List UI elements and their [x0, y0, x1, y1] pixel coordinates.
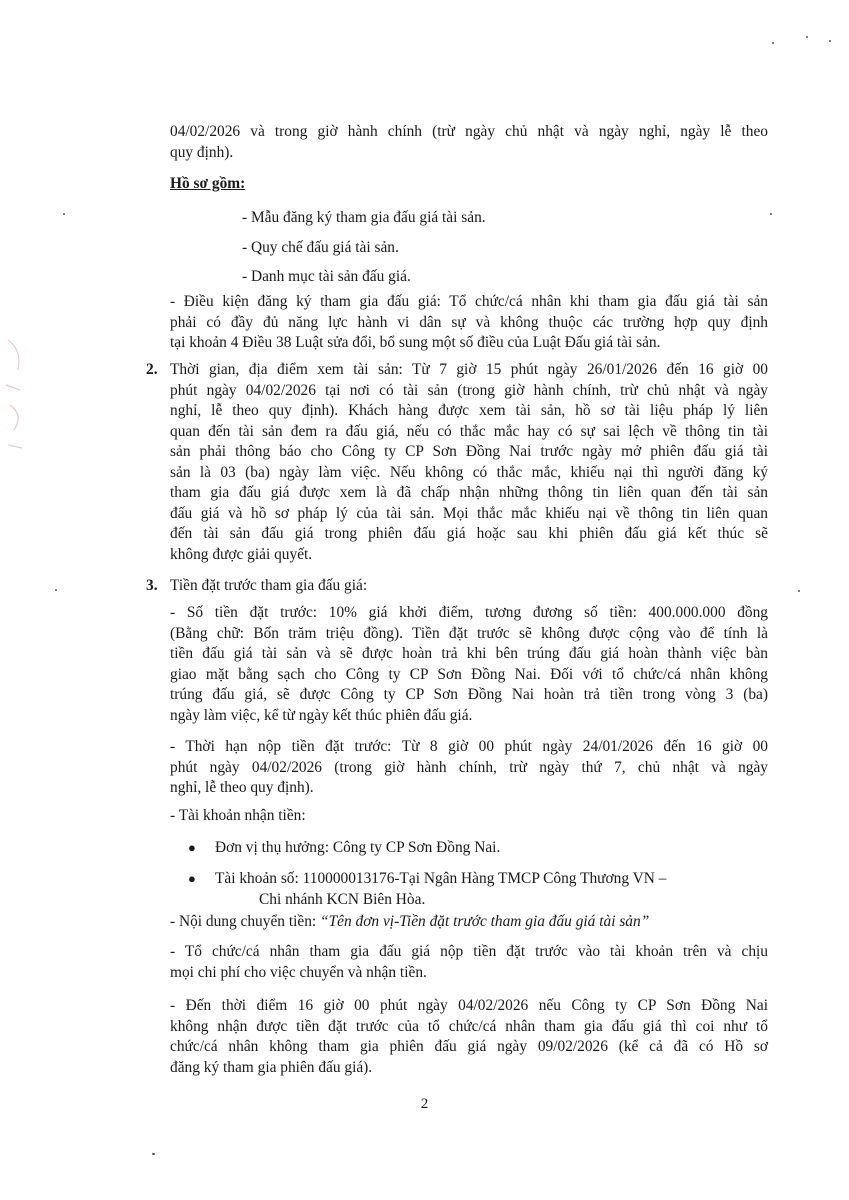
intro-paragraph: [170, 122, 768, 163]
text-line: Thời gian, địa điểm xem tài sản: Từ 7 giờ 15 phút ngày 26/01/2026 đến 16 giờ 00: [170, 361, 768, 378]
text-line: phút ngày 04/02/2026 tại nơi có tài sản (trong giờ hành chính, trừ chủ nhật và ngày: [170, 381, 768, 399]
section-3-title: [170, 576, 768, 597]
list-item: - Mẫu đăng ký tham gia đấu giá tài sản.: [242, 209, 486, 226]
conditions-paragraph: [170, 292, 768, 354]
account-branch-text: Chi nhánh KCN Biên Hòa.: [259, 890, 426, 908]
deposit-deadline-paragraph: [170, 737, 768, 799]
scan-speck: [55, 589, 57, 591]
text-line: (Bằng chữ: Bốn trăm triệu đồng). Tiền đặt trước sẽ không được cộng vào để tính là: [170, 624, 768, 642]
cutoff-paragraph: [170, 996, 768, 1078]
text-line: tiền đấu giá tài sản và sẽ được hoàn trả khi bên trúng đấu giá hoàn thành việc bàn: [170, 645, 768, 662]
text-line: trúng đấu giá, sẽ được Công ty CP Sơn Đồng Nai hoàn trả tiền trong vòng 3 (ba): [170, 686, 768, 703]
list-item: - Quy chế đấu giá tài sản.: [242, 238, 399, 256]
beneficiary-text: Đơn vị thụ hưởng: Công ty CP Sơn Đồng Nai.: [215, 839, 501, 856]
bullet-icon: ●: [188, 871, 196, 886]
text-line: phút ngày 04/02/2026 (trong giờ hành chính, trừ ngày thứ 7, chủ nhật và ngày: [170, 758, 768, 776]
page-number: 2: [420, 1096, 429, 1112]
text-line: tại khoản 4 Điều 38 Luật sửa đổi, bổ sung một số điều của Luật Đấu giá tài sản.: [170, 334, 661, 351]
list-item: - Danh mục tài sản đấu giá.: [242, 268, 411, 285]
beneficiary-item: [215, 838, 768, 859]
scan-speck: [770, 213, 772, 215]
section-title: Tiền đặt trước tham gia đấu giá:: [170, 577, 368, 594]
account-heading-block: [170, 806, 768, 827]
text-line: phải có đầy đủ năng lực hành vi dân sự và không thuộc các trường hợp quy định: [170, 313, 768, 331]
deposit-amount-paragraph: [170, 603, 768, 726]
text-line: nghỉ, lễ theo quy định). Khách hàng được xem tài sản, hồ sơ tài liệu pháp lý liên: [170, 402, 768, 419]
text-line: đăng ký tham gia phiên đấu giá).: [170, 1058, 373, 1076]
text-line: không được giải quyết.: [170, 545, 313, 563]
scan-speck: [63, 213, 65, 215]
dossier-heading: Hồ sơ gồm:: [170, 175, 246, 192]
text-line: quy định).: [170, 143, 234, 161]
account-number-item: [215, 869, 768, 910]
text-line: tham gia đấu giá được xem là đã chấp nhận những thông tin liên quan đến tài sản: [170, 484, 768, 501]
text-line: - Thời hạn nộp tiền đặt trước: Từ 8 giờ 00 phút ngày 24/01/2026 đến 16 giờ 00: [170, 738, 768, 755]
text-line: chức/cá nhân không tham gia phiên đấu giá ngày 09/02/2026 (kể cả đã có Hồ sơ: [170, 1038, 768, 1055]
scan-speck: [152, 1153, 155, 1155]
scan-speck: [772, 42, 774, 44]
text-line: ngày làm việc, kể từ ngày kết thúc phiên đấu giá.: [170, 706, 473, 724]
dossier-section: [170, 174, 768, 195]
text-line: - Đến thời điểm 16 giờ 00 phút ngày 04/02/2026 nếu Công ty CP Sơn Đồng Nai: [170, 997, 768, 1014]
text-line: - Số tiền đặt trước: 10% giá khởi điểm, tương đương số tiền: 400.000.000 đồng: [170, 604, 768, 621]
stamp-fragment: [0, 330, 30, 470]
scan-speck: [829, 40, 831, 42]
transfer-content-line: [170, 912, 768, 933]
section-number: 3.: [146, 577, 158, 594]
bullet-icon: ●: [188, 840, 196, 855]
transfer-prefix: - Nội dung chuyển tiền:: [170, 913, 321, 930]
text-line: nghỉ, lễ theo quy định).: [170, 779, 314, 796]
text-line: sản là 03 (ba) ngày làm việc. Nếu không có thắc mắc, khiếu nại thì người đăng ký: [170, 463, 768, 481]
account-number-text: Tài khoản số: 110000013176-Tại Ngân Hàng TMCP Công Thương VN –: [215, 870, 667, 887]
section-number: 2.: [146, 361, 158, 378]
text-line: sản phải thông báo cho Công ty CP Sơn Đồng Nai trước ngày mở phiên đấu giá tài: [170, 443, 768, 460]
transfer-content: “Tên đơn vị-Tiền đặt trước tham gia đấu giá tài sản”: [320, 913, 650, 930]
text-line: - Điều kiện đăng ký tham gia đấu giá: Tổ chức/cá nhân khi tham gia đấu giá tài sản: [170, 293, 768, 310]
text-line: giao mặt bằng sạch cho Công ty CP Sơn Đồng Nai. Đối với tổ chức/cá nhân không: [170, 665, 768, 683]
text-line: đến tài sản đấu giá trong phiên đấu giá hoặc sau khi phiên đấu giá kết thúc sẽ: [170, 525, 768, 542]
text-line: 04/02/2026 và trong giờ hành chính (trừ ngày chủ nhật và ngày nghỉ, ngày lễ theo: [170, 123, 768, 140]
text-line: [170, 912, 768, 933]
scan-speck: [806, 36, 808, 38]
scan-speck: [798, 590, 800, 592]
dossier-list: [242, 203, 642, 292]
text-line: - Tổ chức/cá nhân tham gia đấu giá nộp tiền đặt trước vào tài khoản trên và chịu: [170, 943, 768, 960]
text-line: mọi chi phí cho việc chuyển và nhận tiền.: [170, 963, 427, 981]
account-heading: - Tài khoản nhận tiền:: [170, 807, 306, 824]
text-line: không nhận được tiền đặt trước của tổ chức/cá nhân tham gia đấu giá thì coi như tổ: [170, 1017, 768, 1035]
section-2-paragraph: [170, 360, 768, 565]
text-line: quan đến tài sản đem ra đấu giá, nếu có thắc mắc hay có sự sai lệch về thông tin tài: [170, 422, 768, 440]
text-line: đấu giá và hồ sơ pháp lý của tài sản. Mọi thắc mắc khiếu nại về thông tin liên quan: [170, 504, 768, 522]
fees-paragraph: [170, 942, 768, 983]
